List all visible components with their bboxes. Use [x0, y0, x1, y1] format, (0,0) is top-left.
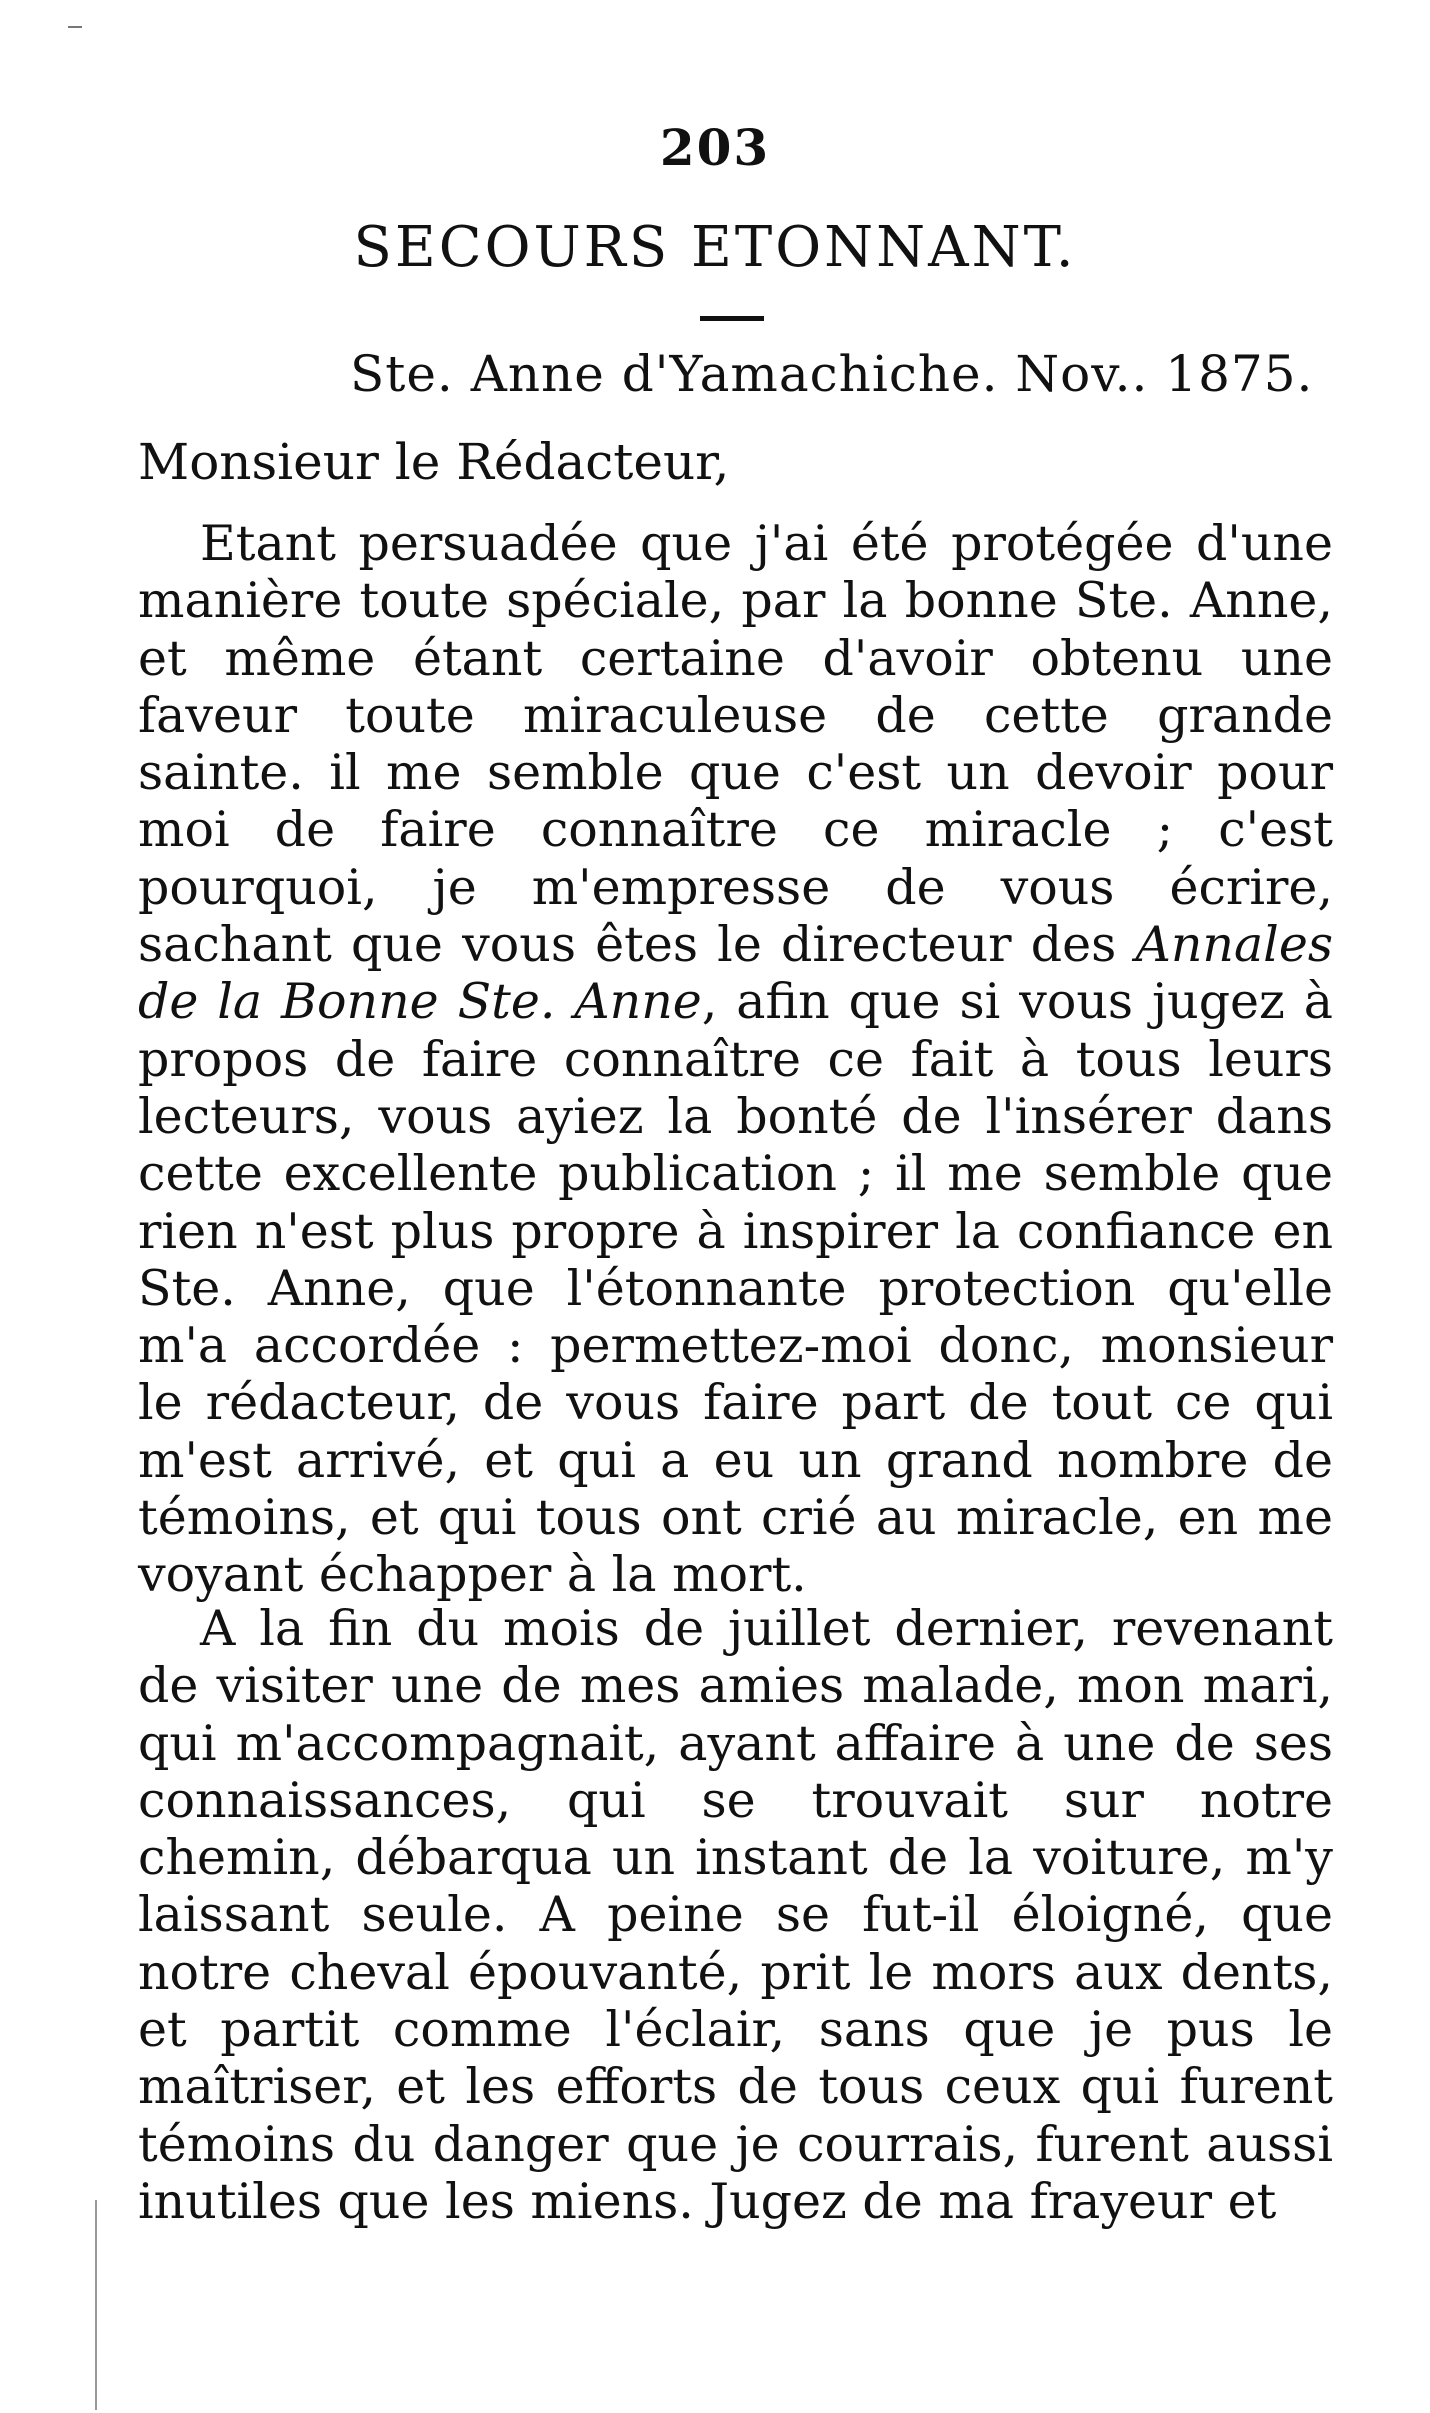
- title-rule: [700, 316, 764, 321]
- dateline: Ste. Anne d'Yamachiche. Nov.. 1875.: [350, 345, 1314, 403]
- margin-line: [95, 2200, 97, 2410]
- paragraph-1-italic-title: Annales de la Bonne Ste. Anne: [138, 916, 1333, 1031]
- page-number: 203: [659, 118, 771, 177]
- paragraph-1: [138, 515, 1333, 1604]
- corner-mark: [68, 26, 82, 28]
- page-title: SECOURS ETONNANT.: [353, 215, 1077, 280]
- paragraph-1-text-a: Etant persuadée que j'ai été protégée d'une manière toute spéciale, par la bonne Ste. Anne, et même étant certaine d'avoir obtenu une faveur toute miraculeuse de cette grande sainte. il me semble que c'est un devoir pour moi de faire connaître ce miracle ; c'est pourquoi, je m'empresse de vous écrire, sachant que vous êtes le directeur des: [138, 515, 1333, 974]
- paragraph-2: A la fin du mois de juillet dernier, revenant de visiter une de mes amies malade, mon mari, qui m'accompagnait, ayant affaire à une de ses connaissances, qui se trouvait sur notre chemin, débarqua un instant de la voiture, m'y laissant seule. A peine se fut-il éloigné, que notre cheval épouvanté, prit le mors aux dents, et partit comme l'éclair, sans que je pus le maîtriser, et les efforts de tous ceux qui furent témoins du danger que je courrais, furent aussi inutiles que les miens. Jugez de ma frayeur et: [138, 1600, 1333, 2230]
- salutation: Monsieur le Rédacteur,: [138, 433, 730, 491]
- paragraph-1-text-b: , afin que si vous jugez à propos de faire connaître ce fait à tous leurs lecteurs, vous ayiez la bonté de l'insérer dans cette excellente publication ; il me semble que rien n'est plus propre à inspirer la confiance en Ste. Anne, que l'étonnante protection qu'elle m'a accordée : permettez-moi donc, monsieur le rédacteur, de vous faire part de tout ce qui m'est arrivé, et qui a eu un grand nombre de témoins, et qui tous ont crié au miracle, en me voyant échapper à la mort.: [138, 973, 1333, 1604]
